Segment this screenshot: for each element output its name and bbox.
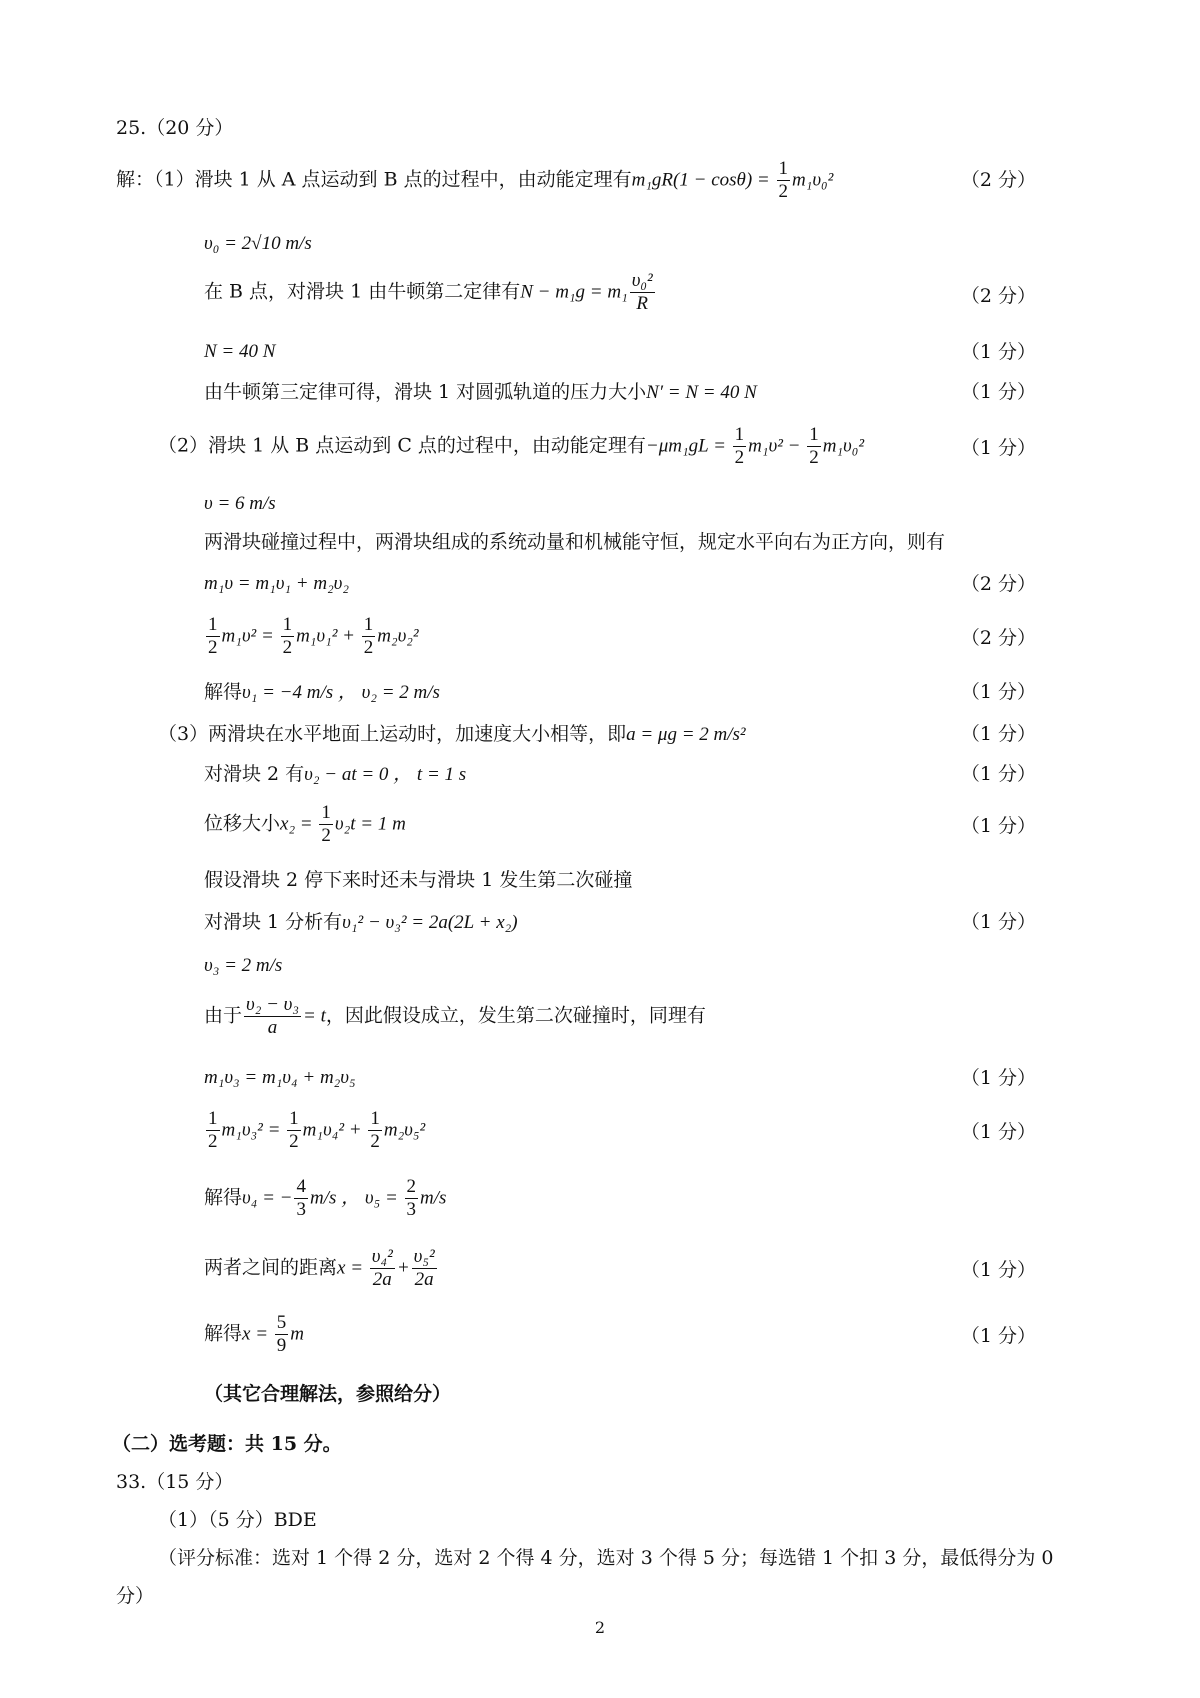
score-badge: （2 分） (960, 573, 1036, 595)
eq-newton-2: N − m₁g = m₁ (520, 281, 628, 303)
fraction-v0sq-over-r: $\frac{\text{υ₀²}}{R}$ (631, 270, 653, 314)
eq-momentum-2: m₁υ₃ = m₁υ₄ + m₂υ₅ (204, 1067, 356, 1088)
page-number: 2 (594, 1618, 606, 1637)
scoring-criteria-continued: 分） (116, 1585, 155, 1607)
score-badge: （1 分） (960, 723, 1036, 745)
section-heading-elective: （二）选考题：共 15 分。 (112, 1433, 342, 1455)
score-badge: （1 分） (960, 681, 1036, 703)
result-v: υ = 6 m/s (204, 493, 276, 514)
fraction-half: $\frac{1}{2}$ (734, 424, 745, 468)
newton-third-statement: 由牛顿第三定律可得，滑块 1 对圆弧轨道的压力大小N′ = N = 40 N (204, 381, 757, 403)
score-badge: （1 分） (960, 911, 1036, 933)
verification-statement: 由于 $\frac{\text{υ₂ − υ₃}}{a}$ = t，因此假设成立，发生第二次碰撞时，同理有 (204, 994, 706, 1038)
result-n: N = 40 N (204, 341, 276, 362)
score-badge: （1 分） (960, 381, 1036, 403)
score-badge: （1 分） (960, 763, 1036, 785)
fraction-half: $\frac{1}{2}$ (809, 424, 819, 468)
displacement-statement: 位移大小x₂ = $\frac{1}{2}$ υ₂t = 1 m (204, 802, 406, 846)
question-25-heading: 25.（20 分） (116, 117, 234, 139)
collision-statement: 两滑块碰撞过程中，两滑块组成的系统动量和机械能守恒，规定水平向右为正方向，则有 (204, 531, 946, 553)
eq-energy-1-rhs: m₁υ₀² (792, 169, 834, 191)
q33-part1-answer: （1）（5 分）BDE (158, 1509, 317, 1531)
assumption-statement: 假设滑块 2 停下来时还未与滑块 1 发生第二次碰撞 (204, 869, 633, 891)
solve-x: 解得x = $\frac{5}{9}$ m (204, 1312, 305, 1356)
part3-statement: （3）两滑块在水平地面上运动时，加速度大小相等，即a = μg = 2 m/s² (158, 723, 746, 745)
eq-momentum-1: m₁υ = m₁υ₁ + m₂υ₂ (204, 573, 349, 594)
question-33-heading: 33.（15 分） (116, 1471, 234, 1493)
score-badge: （2 分） (960, 285, 1036, 307)
score-badge: （1 分） (960, 815, 1036, 837)
part1-text: 解：（1）滑块 1 从 A 点运动到 B 点的过程中，由动能定理有 (116, 168, 632, 191)
score-badge: （1 分） (960, 1121, 1036, 1143)
grading-note: （其它合理解法，参照给分） (204, 1383, 452, 1405)
score-badge: （1 分） (960, 437, 1036, 459)
eq-kinetic-energy-2: $\frac{1}{2}$ m₁υ₃² = $\frac{1}{2}$ m₁υ₄² + $\frac{1}{2}$ m₂υ₅² (208, 1108, 426, 1152)
score-badge: （2 分） (960, 169, 1036, 191)
fraction-half: $\frac{1}{2}$ (778, 158, 788, 202)
solve-v4-v5: 解得υ₄ = − $\frac{4}{3}$ m/s ， υ₅ = $\frac{2}{3}$ m/s (204, 1176, 447, 1220)
part2-statement: （2）滑块 1 从 B 点运动到 C 点的过程中，由动能定理有−μm₁gL = $\frac{1}{2}$ m₁υ² − $\frac{1}{2}$ m₁υ₀² (158, 424, 865, 468)
score-badge: （1 分） (960, 1067, 1036, 1089)
score-badge: （1 分） (960, 1325, 1036, 1347)
eq-kinetic-energy-1: $\frac{1}{2}$ m₁υ² = $\frac{1}{2}$ m₁υ₁² + $\frac{1}{2}$ m₂υ₂² (208, 614, 419, 658)
result-v3: υ₃ = 2 m/s (204, 955, 283, 976)
eq-energy-1-lhs: m₁gR(1 − cosθ) = (631, 169, 775, 191)
eq-pressure: N′ = N = 40 N (646, 382, 757, 403)
result-v0: υ₀ = 2√10 m/s (204, 233, 312, 254)
solve-v1-v2: 解得υ₁ = −4 m/s ， υ₂ = 2 m/s (204, 681, 440, 703)
block1-analysis: 对滑块 1 分析有υ₁² − υ₃² = 2a(2L + x₂) (204, 911, 518, 933)
score-badge: （1 分） (960, 1259, 1036, 1281)
score-badge: （2 分） (960, 627, 1036, 649)
point-b-statement: 在 B 点，对滑块 1 由牛顿第二定律有N − m₁g = m₁ $\frac{\text{υ₀²}}{R}$ (204, 270, 653, 314)
block2-statement: 对滑块 2 有υ₂ − at = 0 ， t = 1 s (204, 763, 467, 785)
distance-statement: 两者之间的距离x = $\frac{\text{υ₄²}}{2a}$ + $\frac{\text{υ₅²}}{2a}$ (204, 1246, 435, 1290)
part1-statement (116, 158, 833, 203)
score-badge: （1 分） (960, 341, 1036, 363)
scoring-criteria: （评分标准：选对 1 个得 2 分，选对 2 个得 4 分，选对 3 个得 5 分；每选错 1 个扣 3 分，最低得分为 0 (158, 1547, 1054, 1569)
